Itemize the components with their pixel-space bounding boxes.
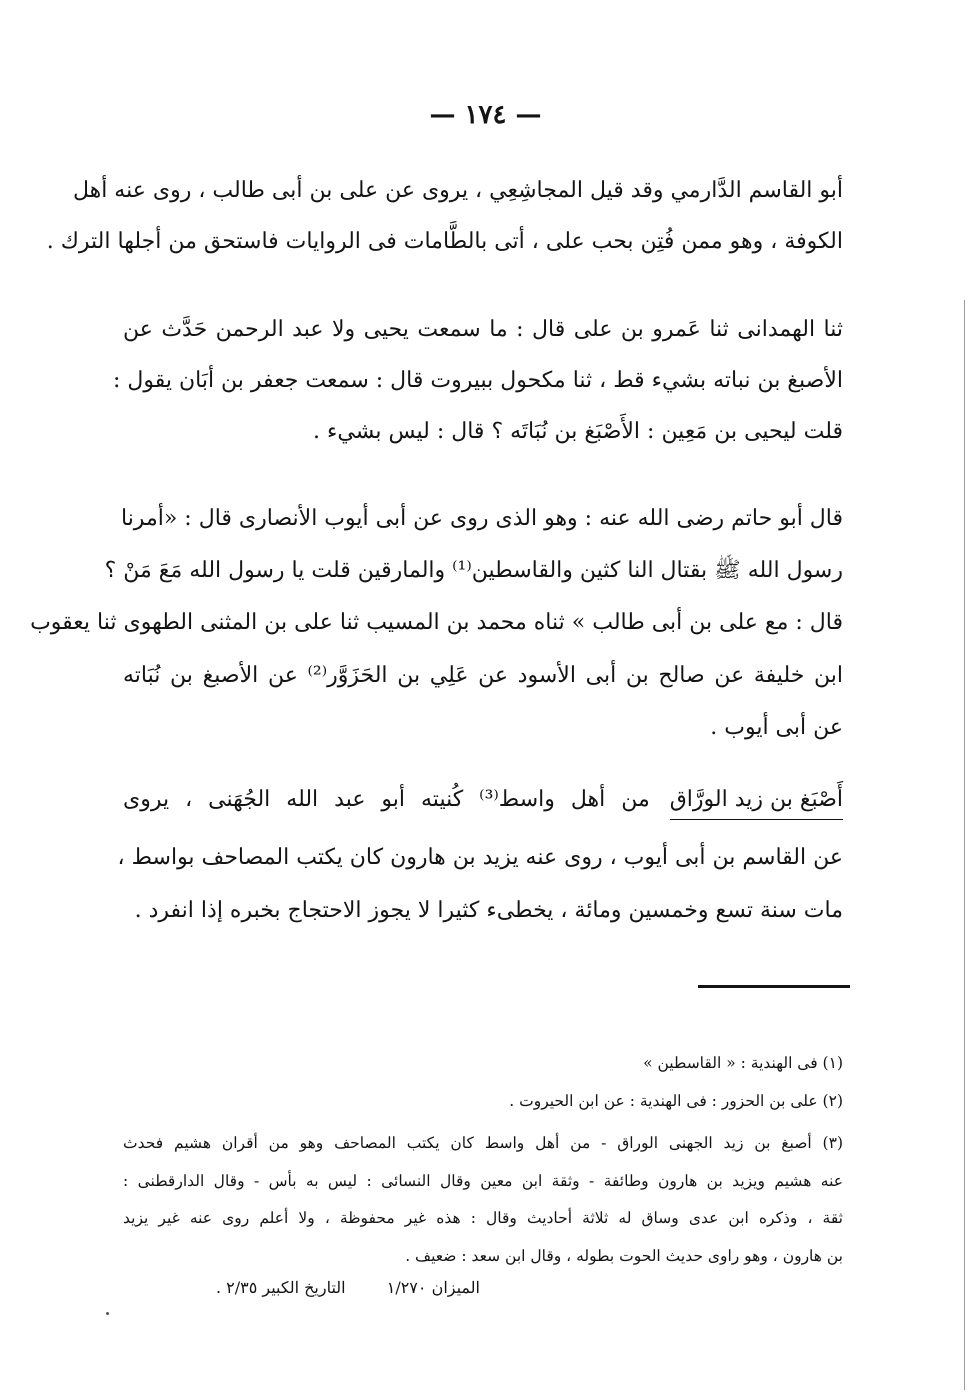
footnote-2: (٢) على بن الحزور : فى الهندية : عن ابن الحيروت . (509, 1092, 843, 1110)
text-line: عن القاسم بن أبى أيوب ، روى عنه يزيد بن هارون كان يكتب المصاحف بواسط ، (117, 845, 843, 870)
text-line: الكوفة ، وهو ممن فُتِن بحب على ، أتى بالطَّامات فى الروايات فاستحق من أجلها الترك . (46, 229, 843, 254)
entry-line (123, 785, 843, 820)
page-edge (964, 300, 965, 1390)
text-line: قلت ليحيى بن مَعِين : الأَصْبَغ بن نُبَاتَه ؟ قال : ليس بشيء . (313, 419, 843, 444)
footnote-3-cont: بن هارون ، وهو راوى حديث الحوت بطوله ، وقال ابن سعد : ضعيف . (405, 1247, 843, 1265)
text-line: ثنا الهمدانى ثنا عَمرو بن على قال : ما سمعت يحيى ولا عبد الرحمن حَدَّث عن (123, 317, 843, 342)
text-line: رسول الله ﷺ بقتال النا كثين والقاسطين⁽¹⁾ والمارقين قلت يا رسول الله مَعَ مَنْ ؟ (104, 558, 843, 583)
ink-dot (106, 1312, 109, 1315)
footnote-1: (١) فى الهندية : « القاسطين » (643, 1054, 843, 1072)
text-line: عن أبى أيوب . (710, 715, 843, 740)
reference-mizan: الميزان ١/٢٧٠ (386, 1278, 480, 1297)
text-line: قال أبو حاتم رضى الله عنه : وهو الذى روى عن أبى أيوب الأنصارى قال : «أمرنا (120, 506, 843, 531)
text-line: الأصبغ بن نباته بشيء قط ، ثنا مكحول ببيروت قال : سمعت جعفر بن أبَان يقول : (112, 368, 843, 393)
footnote-separator (698, 985, 850, 988)
entry-heading: أَصْبَغ بن زيد الورَّاق (670, 785, 843, 820)
text-line: ابن خليفة عن صالح بن أبى الأسود عن عَلِي بن الحَزَوَّر⁽²⁾ عن الأصبغ بن نُبَاته (123, 663, 843, 688)
text-line: مات سنة تسع وخمسين ومائة ، يخطىء كثيرا لا يجوز الاحتجاج بخبره إذا انفرد . (134, 898, 843, 923)
entry-line-rest: من أهل واسط⁽³⁾ كُنيته أبو عبد الله الجُهَنى ، يروى (123, 787, 650, 812)
footnote-3-cont: ثقة ، وذكره ابن عدى وساق له ثلاثة أحاديث وقال : هذه غير محفوظة ، ولا أعلم روى عنه غير يزيد (123, 1209, 843, 1227)
footnote-3: (٣) أصبغ بن زيد الجهنى الوراق - من أهل واسط كان يكتب المصاحف وهو من أقران هشيم فحدث (123, 1134, 843, 1152)
page-number: — ١٧٤ — (429, 100, 542, 130)
footnote-3-cont: عنه هشيم ويزيد بن هارون وطائفة - وثقة ابن معين وقال النسائى : ليس به بأس - وقال الدارقطنى : (123, 1172, 843, 1190)
text-line: قال : مع على بن أبى طالب » ثناه محمد بن المسيب ثنا على بن المثنى الطهوى ثنا يعقوب (30, 610, 843, 635)
reference-tarikh: التاريخ الكبير ٢/٣٥ . (215, 1278, 346, 1297)
reference-line (120, 1276, 480, 1300)
text-line: أبو القاسم الدَّارمي وقد قيل المجاشِعِي ، يروى عن على بن أبى طالب ، روى عنه أهل (72, 178, 843, 203)
